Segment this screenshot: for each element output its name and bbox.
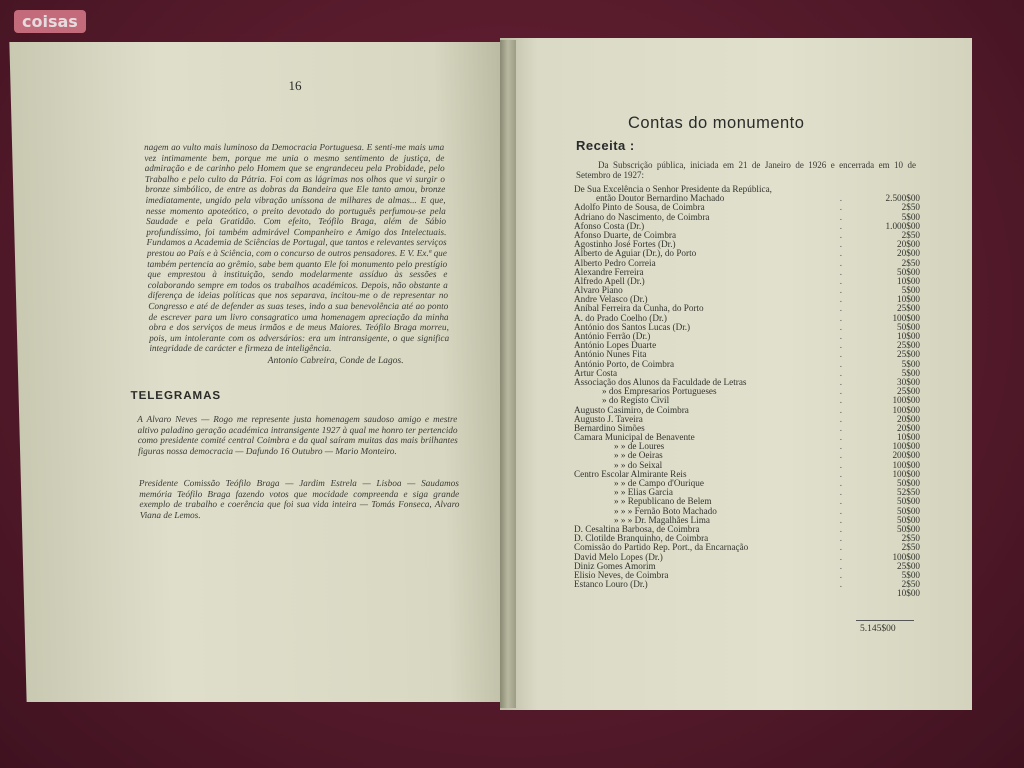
receita-heading: Receita : [576, 138, 635, 153]
amount: 1.000$00 [885, 220, 920, 231]
leader-dot: . [839, 248, 844, 259]
body-paragraph: nagem ao vulto mais luminoso da Democracia Portuguesa. E senti-me mais uma vez intimamente bem, porque me unia o mesmo sentimento de justiça, de admiração e de carinho pelo Homem que se engrandeceu pela Probidade, pelo Trabalho e pelo culto da Pátria. Foi com as lágrimas nos olhos que vi surgir o bronze simbólico, de entre as dobras da Bandeira que Ele tanto amou, bronze imediatamente, ungido pela vibração uníssona de milhares de almas... E que, nesse momento apoteótico, o preito devotado do português perfumou-se pela Saudade e pela Gratidão. Com efeito, Teófilo Braga, além de Sábio profundíssimo, foi também admirável Companheiro e Amigo dos Intelectuais. Fundamos a Academia de Sciências de Portugal, que tantos e relevantes serviços prestou ao País e à Sciência, com o concurso de outros pensadores. E V. Ex.ª que também pertencia ao grêmio, sabe bem quanto Ele foi monumento pelo prestígio que emprestou à instituição, sendo modelarmente assíduo às sessões e colaborando sempre em todos os trabalhos académicos. Depois, não obstante a diferença de ideias políticas que nos separava, incitou-me o de representar no Congresso e até de defender as suas teses, indo a sua benevolência até ao ponto de escrever para um livro consagratico uma homenagem apreciação da minha obra e dos serviços de meus irmãos e de meus Maiores. Teófilo Braga morreu, pois, um intolerante com os adversários: era um intransigente, o que significa integridade de carácter e firmeza de inteligência. [143, 142, 450, 354]
total-value: 5.145$00 [860, 624, 896, 634]
donor-name: Augusto J. Taveira [574, 413, 643, 424]
leader-dot: . [839, 367, 844, 378]
amount: 100$00 [892, 468, 920, 479]
leader-dot: . [839, 496, 844, 507]
donor-name: Comissão do Partido Rep. Port., da Encarnação [574, 542, 749, 553]
donor-name: Centro Escolar Almirante Reis [574, 468, 687, 479]
donor-name: Alexandre Ferreira [574, 266, 644, 277]
amount: 2$50 [901, 579, 920, 590]
amount: 50$00 [897, 496, 920, 507]
amount: 100$00 [892, 551, 920, 562]
leader-dot: . [839, 523, 844, 534]
donor-name: Associação dos Alunos da Faculdade de Letras [574, 376, 747, 387]
donor-name: Aníbal Ferreira da Cunha, do Porto [574, 303, 704, 314]
amount: 5$00 [901, 211, 920, 222]
amount: 2$50 [901, 202, 920, 213]
donor-name: D. Clotilde Branquinho, de Coimbra [574, 533, 709, 544]
amount: 50$00 [897, 514, 920, 525]
leader-dot: . [839, 376, 844, 387]
amount: 200$00 [892, 450, 920, 461]
table-row [574, 589, 920, 598]
leader-dot: . [839, 220, 844, 231]
donor-name: António Porto, de Coimbra [574, 358, 675, 369]
page-number: 16 [288, 78, 302, 93]
amount: 25$00 [897, 386, 920, 397]
amount: 10$00 [897, 432, 920, 443]
amount: 2$50 [901, 229, 920, 240]
donor-name: » » de Campo d'Ourique [614, 478, 704, 488]
donor-name: Andre Velasco (Dr.) [574, 294, 648, 305]
donor-name: » » de Oeiras [614, 450, 663, 461]
leader-dot: . [839, 505, 844, 516]
leader-dot: . [839, 432, 844, 443]
amount: 10$00 [897, 588, 920, 599]
amount: 25$00 [897, 560, 920, 571]
leader-dot: . [839, 312, 844, 323]
leader-dot: . [839, 422, 844, 433]
leader-dot: . [839, 294, 844, 305]
donor-name: Camara Municipal de Benavente [574, 432, 695, 443]
leader-dot: . [839, 386, 844, 397]
leader-dot: . [839, 340, 844, 351]
donor-name: David Melo Lopes (Dr.) [574, 551, 663, 562]
leader-dot: . [839, 275, 844, 286]
leader-dot: . [839, 266, 844, 277]
donor-name: Bernardino Simões [574, 422, 645, 433]
leader-dot: . [839, 542, 844, 553]
total-rule [856, 620, 914, 621]
donor-name: » dos Empresarios Portugueses [602, 386, 717, 397]
leader-dot: . [839, 560, 844, 571]
donor-name: Afonso Duarte, de Coimbra [574, 229, 677, 240]
amount: 2$50 [901, 542, 920, 553]
leader-dot: . [839, 395, 844, 406]
amount: 10$00 [897, 275, 920, 286]
watermark-logo: coisas [14, 10, 86, 33]
donor-name: Adolfo Pinto de Sousa, de Coimbra [574, 202, 705, 213]
donor-name: então Doutor Bernardino Machado [596, 193, 725, 204]
donor-name: Agostinho José Fortes (Dr.) [574, 239, 676, 250]
donor-name: António Ferrão (Dr.) [574, 331, 651, 341]
donor-name: Afonso Costa (Dr.) [574, 220, 645, 231]
leader-dot: . [839, 487, 844, 498]
leader-dot: . [839, 193, 844, 204]
donor-name: De Sua Excelência o Senhor Presidente da República, [574, 184, 772, 194]
leader-dot: . [839, 413, 844, 424]
amount: 5$00 [901, 358, 920, 369]
donor-name: Alberto de Aguiar (Dr.), do Porto [574, 248, 697, 259]
donor-name: Alfredo Apell (Dr.) [574, 275, 645, 286]
amount: 50$00 [897, 321, 920, 332]
amount: 100$00 [892, 404, 920, 415]
amount: 5$00 [901, 569, 920, 580]
leader-dot: . [839, 229, 844, 240]
leader-dot: . [839, 404, 844, 415]
donor-name: Alberto Pedro Correia [574, 257, 656, 268]
leader-dot: . [839, 569, 844, 580]
amount: 5$00 [901, 285, 920, 296]
signature: Antonio Cabreira, Conde de Lagos. [267, 356, 404, 366]
amount: 10$00 [897, 331, 920, 341]
leader-dot: . [839, 441, 844, 452]
amount: 52$50 [897, 487, 920, 498]
amount: 100$00 [892, 395, 920, 406]
intro-text: Da Subscrição pública, iniciada em 21 de Janeiro de 1926 e encerrada em 10 de Setembro de 1927: [576, 160, 916, 181]
amount: 30$00 [897, 376, 920, 387]
amount: 25$00 [897, 349, 920, 360]
leader-dot: . [839, 459, 844, 470]
amount: 50$00 [897, 523, 920, 534]
amount: 20$00 [897, 248, 920, 259]
amount: 20$00 [897, 239, 920, 250]
donor-name: Estanco Louro (Dr.) [574, 579, 648, 590]
leader-dot: . [839, 514, 844, 525]
amount: 100$00 [892, 459, 920, 470]
leader-dot: . [839, 551, 844, 562]
amount: 25$00 [897, 303, 920, 314]
table-row [574, 277, 920, 286]
telegram-2: Presidente Comissão Teófilo Braga — Jardim Estrela — Lisboa — Saudamos memória Teófilo Braga fazendo votos que mocidade compreenda e siga grande exemplo de trabalho e coerência que foi sua vida inteira — Tomás Fonseca, Alvaro Viana de Lemos. [138, 478, 460, 520]
donor-name: » » Republicano de Belem [614, 496, 712, 507]
leader-dot: . [839, 239, 844, 250]
amount: 20$00 [897, 422, 920, 433]
leader-dot: . [839, 303, 844, 314]
amount: 50$00 [897, 266, 920, 277]
amount: 25$00 [897, 340, 920, 351]
amount: 20$00 [897, 413, 920, 424]
donor-name: Diniz Gomes Amorim [574, 560, 656, 571]
donor-name: » » » Fernão Boto Machado [614, 505, 717, 516]
donor-name: António Nunes Fita [574, 349, 647, 360]
amount: 100$00 [892, 441, 920, 452]
donor-name: » » de Loures [614, 441, 665, 452]
amount: 50$00 [897, 505, 920, 516]
amount: 2.500$00 [885, 193, 920, 204]
donor-name: Artur Costa [574, 367, 618, 378]
leader-dot: . [839, 211, 844, 222]
book-spine [500, 40, 516, 708]
page-title: Contas do monumento [628, 114, 805, 132]
amount: 10$00 [897, 294, 920, 305]
donor-name: António dos Santos Lucas (Dr.) [574, 321, 691, 332]
leader-dot: . [839, 468, 844, 479]
telegram-1: A Alvaro Neves — Rogo me represente justa homenagem saudoso amigo e mestre altivo paladino geração académica intransigente 1927 à qual me honro ter pertencido como presidente comité central Coimbra e da qual saíram muitas das mais brilhantes figuras nossa democracia — Dafundo 16 Outubro — Mario Monteiro. [137, 414, 458, 456]
donor-name: D. Cesaltina Barbosa, de Coimbra [574, 523, 700, 534]
amount: 2$50 [901, 257, 920, 268]
leader-dot: . [839, 321, 844, 332]
donor-name: Alvaro Piano [574, 285, 623, 296]
donor-name: A. do Prado Coelho (Dr.) [574, 312, 667, 323]
donor-name: Elisio Neves, de Coimbra [574, 569, 669, 580]
amount: 2$50 [901, 533, 920, 544]
donor-name: Adriano do Nascimento, de Coimbra [574, 211, 710, 222]
left-page [9, 42, 524, 702]
table-row [574, 580, 920, 589]
leader-dot: . [839, 331, 844, 341]
donor-name: » do Registo Civil [602, 395, 670, 406]
leader-dot: . [839, 579, 844, 590]
donor-name: » » Elias Garcia [614, 487, 673, 498]
amount: 5$00 [901, 367, 920, 378]
accounts-table [574, 185, 920, 598]
donor-name: » » do Seixal [614, 459, 663, 470]
leader-dot: . [839, 358, 844, 369]
leader-dot: . [839, 257, 844, 268]
amount: 100$00 [892, 312, 920, 323]
leader-dot: . [839, 450, 844, 461]
leader-dot: . [839, 349, 844, 360]
donor-name: » » » Dr. Magalhães Lima [614, 514, 710, 525]
donor-name: Augusto Casimiro, de Coimbra [574, 404, 689, 415]
right-page [500, 38, 972, 710]
leader-dot: . [839, 478, 844, 488]
leader-dot: . [839, 285, 844, 296]
telegramas-heading: TELEGRAMAS [130, 390, 222, 402]
donor-name: António Lopes Duarte [574, 340, 657, 351]
leader-dot: . [839, 202, 844, 213]
amount: 50$00 [897, 478, 920, 488]
table-row [574, 360, 920, 369]
leader-dot: . [839, 533, 844, 544]
